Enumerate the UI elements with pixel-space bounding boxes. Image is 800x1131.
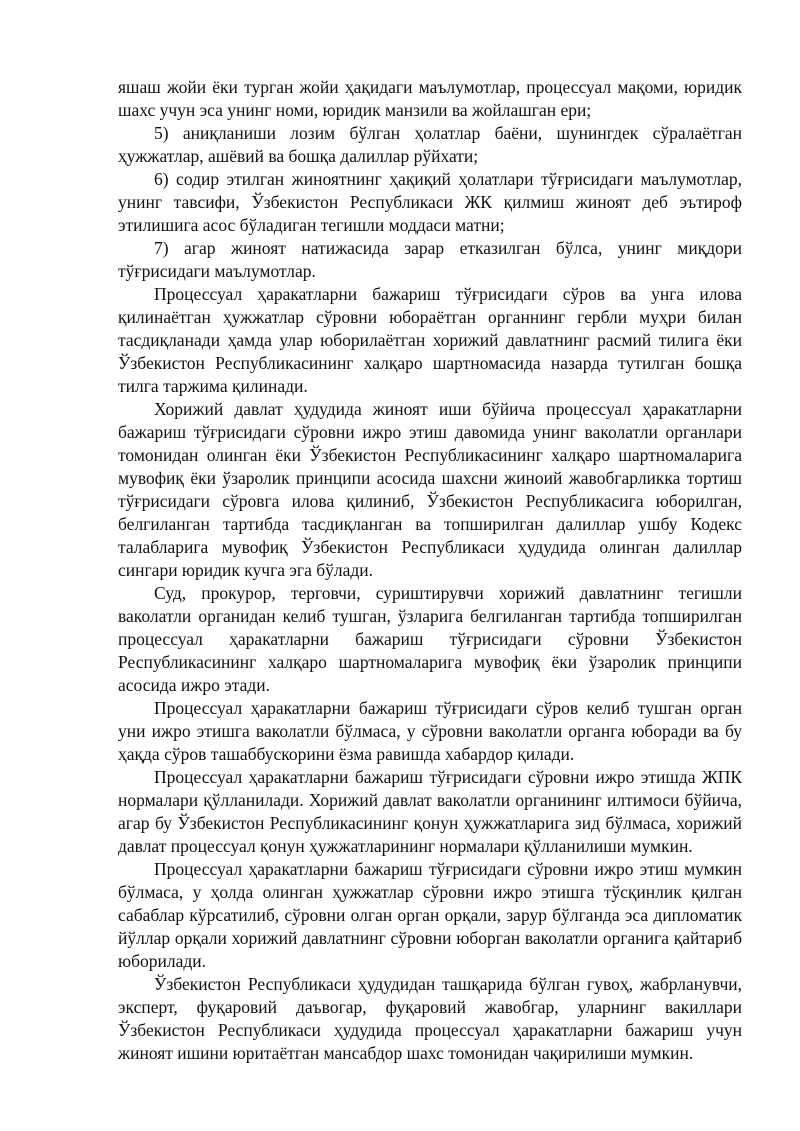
paragraph-9: Процессуал ҳаракатларни бажариш тўғрисидаги сўровни ижро этишда ЖПК нормалари қўлланилади. Хорижий давлат ваколатли органининг илтимоси бўйича, агар бу Ўзбекистон Республикасининг қонун ҳужжатларига зид бўлмаса, хорижий давлат процессуал қонун ҳужжатларининг нормалари қўлланилиши мумкин. [118, 767, 742, 856]
paragraph-1: яшаш жойи ёки турган жойи ҳақидаги маълумотлар, процессуал мақоми, юридик шахс учун эса унинг номи, юридик манзили ва жойлашган ери; [118, 77, 742, 120]
paragraph-8: Процессуал ҳаракатларни бажариш тўғрисидаги сўров келиб тушган орган уни ижро этишга ваколатли бўлмаса, у сўровни ваколатли органга юборади ва бу ҳақда сўров ташаббускорини ёзма равишда хабардор қилади. [118, 698, 742, 764]
paragraph-10: Процессуал ҳаракатларни бажариш тўғрисидаги сўровни ижро этиш мумкин бўлмаса, у ҳолда олинган ҳужжатлар сўровни ижро этишга тўсқинлик қилган сабаблар кўрсатилиб, сўровни олган орган орқали, зарур бўлганда эса дипломатик йўллар орқали хорижий давлатнинг сўровни юборган ваколатли органига қайтариб юборилади. [118, 859, 742, 971]
paragraph-7: Суд, прокурор, терговчи, суриштирувчи хорижий давлатнинг тегишли ваколатли органидан келиб тушган, ўзларига белгиланган тартибда топширилган процессуал ҳаракатларни бажариш тўғрисидаги сўровни Ўзбекистон Республикасининг халқаро шартномаларига мувофиқ ёки ўзаролик принципи асосида ижро этади. [118, 583, 742, 695]
document-page [118, 76, 742, 1065]
paragraph-3: 6) содир этилган жиноятнинг ҳақиқий ҳолатлари тўғрисидаги маълумотлар, унинг тавсифи, Ўзбекистон Республикаси ЖК қилмиш жиноят деб эътироф этилишига асос бўладиган тегишли моддаси матни; [118, 169, 742, 235]
paragraph-5: Процессуал ҳаракатларни бажариш тўғрисидаги сўров ва унга илова қилинаётган ҳужжатлар сўровни юбораётган органнинг гербли муҳри билан тасдиқланади ҳамда улар юборилаётган хорижий давлатнинг расмий тилига ёки Ўзбекистон Республикасининг халқаро шартномасида назарда тутилган бошқа тилга таржима қилинади. [118, 284, 742, 396]
paragraph-2: 5) аниқланиши лозим бўлган ҳолатлар баёни, шунингдек сўралаётган ҳужжатлар, ашёвий ва бошқа далиллар рўйхати; [118, 123, 742, 166]
paragraph-6: Хорижий давлат ҳудудида жиноят иши бўйича процессуал ҳаракатларни бажариш тўғрисидаги сўровни ижро этиш давомида унинг ваколатли органлари томонидан олинган ёки Ўзбекистон Республикасининг халқаро шартномаларига мувофиқ ёки ўзаролик принципи асосида шахсни жиноий жавобгарликка тортиш тўғрисидаги сўровга илова қилиниб, Ўзбекистон Республикасига юборилган, белгиланган тартибда тасдиқланган ва топширилган далиллар ушбу Кодекс талабларига мувофиқ Ўзбекистон Республикаси ҳудудида олинган далиллар сингари юридик кучга эга бўлади. [118, 399, 742, 580]
paragraph-11: Ўзбекистон Республикаси ҳудудидан ташқарида бўлган гувоҳ, жабрланувчи, эксперт, фуқаровий даъвогар, фуқаровий жавобгар, уларнинг вакиллари Ўзбекистон Республикаси ҳудудида процессуал ҳаракатларни бажариш учун жиноят ишини юритаётган мансабдор шахс томонидан чақирилиши мумкин. [118, 974, 742, 1063]
paragraph-4: 7) агар жиноят натижасида зарар етказилган бўлса, унинг миқдори тўғрисидаги маълумотлар. [118, 238, 742, 281]
